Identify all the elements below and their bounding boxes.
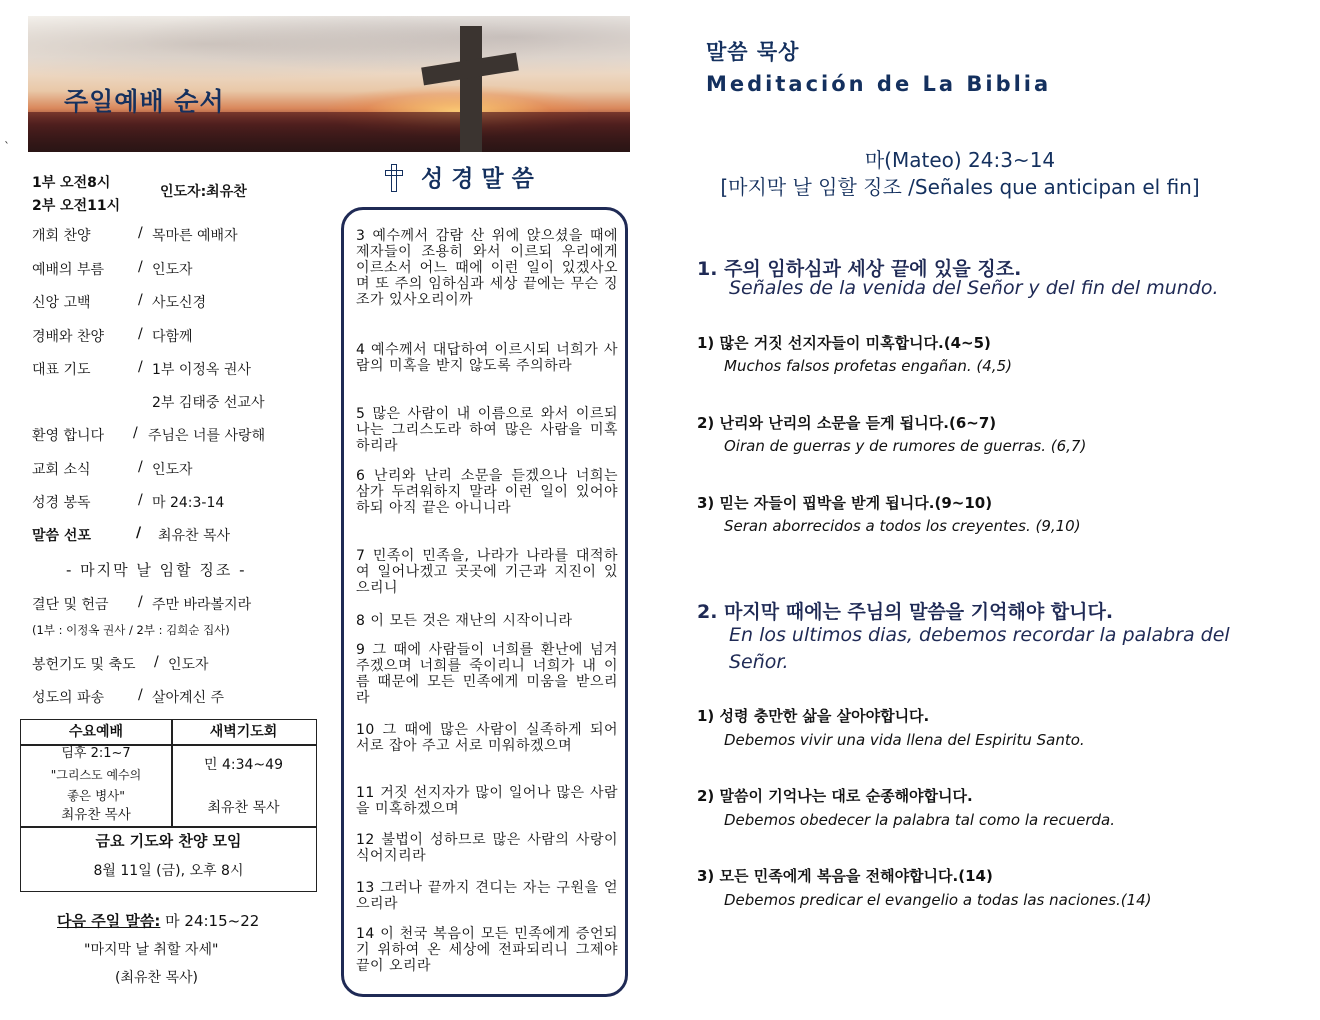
verse: 4 예수께서 대답하여 이르시되 너희가 사람의 미혹을 받지 않도록 주의하라: [356, 342, 618, 374]
scripture-heading: [385, 160, 542, 193]
order-separator: /: [138, 225, 143, 241]
order-value: 인도자: [152, 262, 193, 278]
verse: 6 난리와 난리 소문을 듣겠으나 너희는 삼가 두려워하지 말라 이런 일이 있어야 하되 아직 끝은 아니니라: [356, 468, 618, 516]
order-label: 개회 찬양: [32, 228, 91, 244]
next-week-ref: 마 24:15~22: [160, 912, 260, 930]
order-separator: /: [138, 292, 143, 308]
sermon-title: - 마지막 날 임할 징조 -: [66, 561, 247, 579]
service-time-1: 1부 오전8시: [32, 175, 111, 191]
meditation-title-ko: 말씀 묵상: [706, 40, 800, 64]
weekly-schedule-table: [20, 719, 317, 892]
sub-point: 3) 모든 민족에게 복음을 전해야합니다.(14): [697, 867, 993, 885]
order-label: 대표 기도: [32, 362, 91, 378]
order-value: 2부 김태중 선교사: [152, 395, 265, 411]
order-separator: /: [138, 594, 143, 610]
meditation-sermon-title: [마지막 날 임할 징조 /Señales que anticipan el fin]: [720, 175, 1200, 199]
offering-note: (1부 : 이정옥 권사 / 2부 : 김희순 집사): [32, 623, 230, 637]
wed-line: 좋은 병사": [66, 788, 126, 803]
order-value: 살아계신 주: [152, 690, 225, 706]
point-heading-es: Señales de la venida del Señor y del fin del mundo.: [729, 277, 1219, 299]
order-value: 다함께: [152, 329, 193, 345]
dawn-header: 새벽기도회: [209, 724, 278, 740]
order-value: 인도자: [152, 462, 193, 478]
sub-point: 1) 많은 거짓 선지자들이 미혹합니다.(4~5): [697, 334, 991, 352]
order-value: 주님은 너를 사랑해: [148, 428, 266, 444]
order-value: 1부 이정옥 권사: [152, 362, 251, 378]
order-separator: /: [138, 687, 143, 703]
next-week-title: "마지막 날 취할 자세": [84, 942, 219, 958]
order-label: 성경 봉독: [32, 495, 91, 511]
point-heading-es: En los ultimos dias, debemos recordar la palabra del Señor.: [729, 624, 1230, 673]
verse: 5 많은 사람이 내 이름으로 와서 이르되 나는 그리스도라 하여 많은 사람을 미혹하리라: [356, 406, 618, 454]
meditation-title-es: Meditación de La Biblia: [706, 72, 1052, 96]
header-banner: [28, 16, 630, 152]
order-value: 목마른 예배자: [152, 228, 238, 244]
order-label: 경배와 찬양: [32, 329, 105, 345]
order-separator: /: [138, 359, 143, 375]
order-separator: /: [138, 259, 143, 275]
order-label: 성도의 파송: [32, 690, 105, 706]
sub-point-es: Seran aborrecidos a todos los creyentes. (9,10): [724, 517, 1081, 535]
service-time-2: 2부 오전11시: [32, 198, 121, 214]
sub-point: 2) 말씀이 기억나는 대로 순종해야합니다.: [697, 787, 973, 805]
order-label: 교회 소식: [32, 462, 91, 478]
wed-header: 수요예배: [68, 724, 124, 740]
verse: 7 민족이 민족을, 나라가 나라를 대적하여 일어나겠고 곳곳에 기근과 지진이 있으리니: [356, 548, 618, 596]
next-week-line: [57, 910, 259, 931]
cross-icon: [385, 164, 401, 190]
verse: 14 이 천국 복음이 모든 민족에게 증언되기 위하여 온 세상에 전파되리니 그제야 끝이 오리라: [356, 926, 618, 974]
banner-hills: [28, 112, 630, 152]
order-value: 사도신경: [152, 295, 207, 311]
order-label: 결단 및 헌금: [32, 597, 109, 613]
order-value: 마 24:3-14: [152, 495, 225, 511]
order-label: 봉헌기도 및 축도: [32, 657, 136, 673]
order-label: 신앙 고백: [32, 295, 91, 311]
sub-point: 1) 성령 충만한 삶을 살아야합니다.: [697, 707, 930, 725]
sub-point-es: Oiran de guerras y de rumores de guerras. (6,7): [724, 437, 1087, 455]
meditation-reference: 마(Mateo) 24:3~14: [864, 148, 1056, 172]
next-week-preacher: (최유찬 목사): [115, 970, 198, 986]
dawn-ref: 민 4:34~49: [204, 757, 283, 773]
dawn-preacher: 최유찬 목사: [207, 800, 280, 816]
table-divider: [21, 826, 316, 828]
banner-sky: [28, 16, 630, 86]
order-value: 인도자: [168, 657, 209, 673]
friday-title: 금요 기도와 찬양 모임: [95, 832, 242, 850]
scripture-heading-text: 성경말씀: [421, 166, 542, 192]
order-separator: /: [138, 492, 143, 508]
order-label: 예배의 부름: [32, 262, 105, 278]
banner-title: 주일예배 순서: [64, 87, 225, 116]
point-heading: 2. 마지막 때에는 주님의 말씀을 기억해야 합니다.: [697, 601, 1114, 623]
point-heading: 1. 주의 임하심과 세상 끝에 있을 징조.: [697, 258, 1022, 280]
order-label: 환영 합니다: [32, 428, 105, 444]
order-separator: /: [136, 525, 142, 541]
next-week-label: 다음 주일 말씀:: [57, 912, 161, 930]
order-value: 최유찬 목사: [158, 528, 231, 544]
wed-line: 최유찬 목사: [61, 807, 131, 823]
scripture-box: [341, 207, 628, 997]
order-separator: /: [138, 326, 143, 342]
banner-cross-icon: [460, 26, 482, 152]
order-separator: /: [154, 654, 159, 670]
sub-point-es: Muchos falsos profetas engañan. (4,5): [724, 357, 1012, 375]
verse: 13 그러나 끝까지 견디는 자는 구원을 얻으리라: [356, 880, 618, 912]
wed-line: "그리스도 예수의: [50, 768, 142, 782]
verse: 3 예수께서 감람 산 위에 앉으셨을 때에 제자들이 조용히 와서 이르되 우리에게 이르소서 어느 때에 이런 일이 있겠사오며 또 주의 임하심과 세상 끝에는 무슨 징조가 있사오리이까: [356, 228, 618, 308]
sub-point-es: Debemos obedecer la palabra tal como la recuerda.: [724, 811, 1115, 829]
verse: 10 그 때에 많은 사람이 실족하게 되어 서로 잡아 주고 서로 미워하겠으며: [356, 722, 618, 754]
order-label: 말씀 선포: [32, 528, 91, 544]
order-separator: /: [133, 425, 138, 441]
verse: 11 거짓 선지자가 많이 일어나 많은 사람을 미혹하겠으며: [356, 785, 618, 817]
tick-mark: `: [4, 140, 10, 154]
sub-point: 3) 믿는 자들이 핍박을 받게 됩니다.(9~10): [697, 494, 993, 512]
order-value: 주만 바라볼지라: [152, 597, 252, 613]
sub-point-es: Debemos vivir una vida llena del Espiritu Santo.: [724, 731, 1085, 749]
wed-line: 딤후 2:1~7: [61, 746, 131, 761]
service-leader: 인도자:최유찬: [160, 184, 247, 200]
sub-point-es: Debemos predicar el evangelio a todas las naciones.(14): [724, 891, 1152, 909]
friday-time: 8월 11일 (금), 오후 8시: [93, 863, 244, 879]
order-separator: /: [138, 459, 143, 475]
verse: 8 이 모든 것은 재난의 시작이니라: [356, 613, 573, 629]
sub-point: 2) 난리와 난리의 소문을 듣게 됩니다.(6~7): [697, 414, 997, 432]
verse: 12 불법이 성하므로 많은 사람의 사랑이 식어지리라: [356, 832, 618, 864]
verse: 9 그 때에 사람들이 너희를 환난에 넘겨 주겠으며 너희를 죽이리니 너희가 내 이름 때문에 모든 민족에게 미움을 받으리라: [356, 642, 618, 706]
